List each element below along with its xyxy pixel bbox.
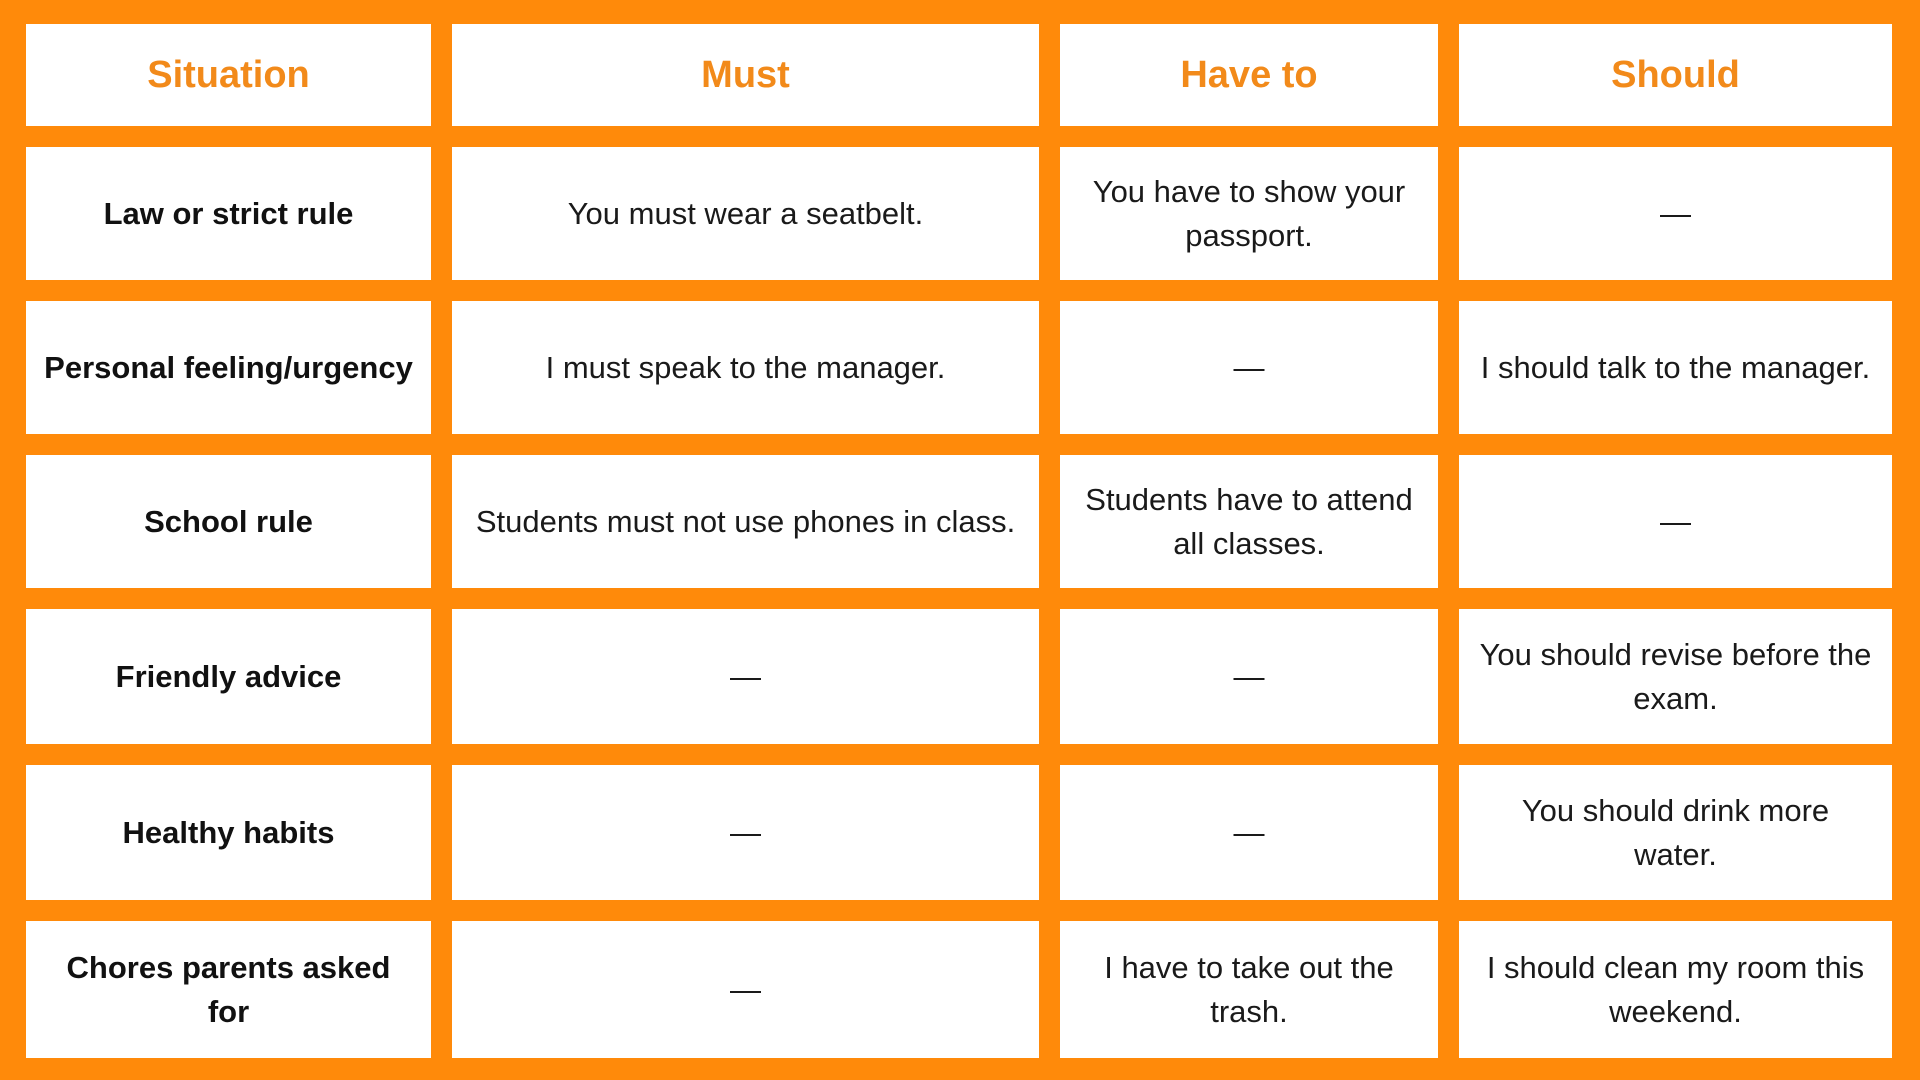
table-cell-should: — — [1459, 455, 1892, 588]
header-should: Should — [1459, 24, 1892, 126]
table-cell-have-to: — — [1060, 301, 1438, 434]
header-must: Must — [452, 24, 1039, 126]
header-have-to: Have to — [1060, 24, 1438, 126]
table-cell-must: — — [452, 609, 1039, 744]
table-cell-have-to: You have to show your passport. — [1060, 147, 1438, 280]
table-cell-should: You should drink more water. — [1459, 765, 1892, 900]
row-label-friendly-advice: Friendly advice — [26, 609, 431, 744]
table-cell-must: I must speak to the manager. — [452, 301, 1039, 434]
row-label-school-rule: School rule — [26, 455, 431, 588]
table-cell-have-to: Students have to attend all classes. — [1060, 455, 1438, 588]
table-cell-must: — — [452, 765, 1039, 900]
row-label-law-or-strict-rule: Law or strict rule — [26, 147, 431, 280]
modal-verbs-table — [26, 24, 1893, 1059]
table-cell-should: I should clean my room this weekend. — [1459, 921, 1892, 1058]
table-cell-have-to: I have to take out the trash. — [1060, 921, 1438, 1058]
table-cell-should: You should revise before the exam. — [1459, 609, 1892, 744]
row-label-personal-feeling-urgency: Personal feeling/urgency — [26, 301, 431, 434]
row-label-healthy-habits: Healthy habits — [26, 765, 431, 900]
header-situation: Situation — [26, 24, 431, 126]
table-cell-have-to: — — [1060, 765, 1438, 900]
table-cell-must: Students must not use phones in class. — [452, 455, 1039, 588]
table-cell-must: — — [452, 921, 1039, 1058]
table-cell-should: I should talk to the manager. — [1459, 301, 1892, 434]
table-cell-have-to: — — [1060, 609, 1438, 744]
table-cell-should: — — [1459, 147, 1892, 280]
row-label-chores-parents-asked-for: Chores parents asked for — [26, 921, 431, 1058]
table-cell-must: You must wear a seatbelt. — [452, 147, 1039, 280]
